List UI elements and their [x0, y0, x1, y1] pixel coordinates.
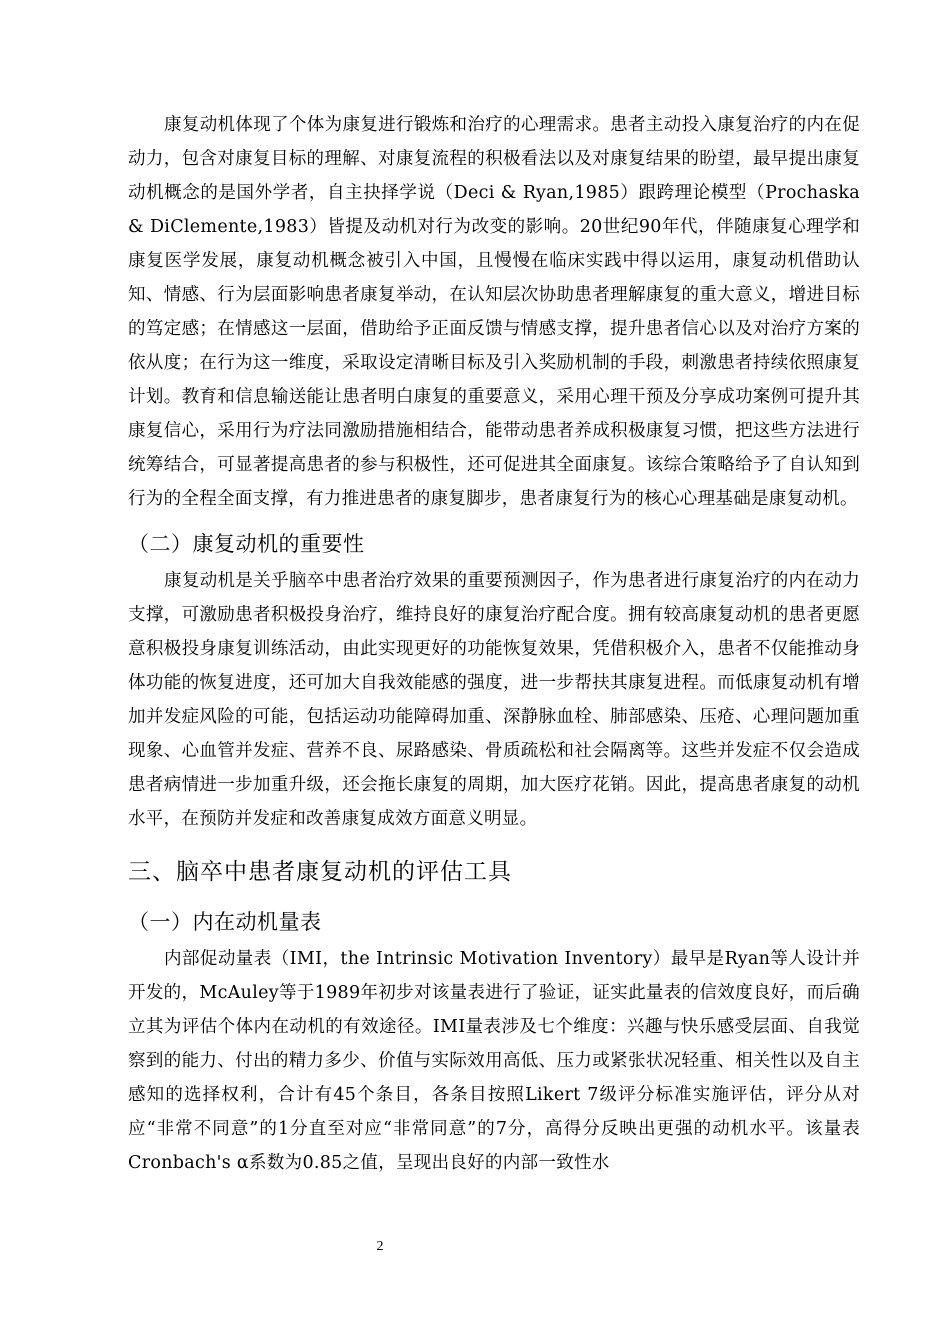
page-number: 2	[376, 1239, 384, 1254]
paragraph-importance: 康复动机是关乎脑卒中患者治疗效果的重要预测因子，作为患者进行康复治疗的内在动力支撑，可激励患者积极投身治疗，维持良好的康复治疗配合度。拥有较高康复动机的患者更愿意积极投身康复训练活动，由此实现更好的功能恢复效果，凭借积极介入，患者不仅能推动身体功能的恢复进度，还可加大自我效能感的强度，进一步帮扶其康复进程。而低康复动机有增加并发症风险的可能，包括运动功能障碍加重、深静脉血栓、肺部感染、压疮、心理问题加重现象、心血管并发症、营养不良、尿路感染、骨质疏松和社会隔离等。这些并发症不仅会造成患者病情进一步加重升级，还会拖长康复的周期，加大医疗花销。因此，提高患者康复的动机水平，在预防并发症和改善康复成效方面意义明显。	[128, 571, 860, 829]
heading-intrinsic-motivation-scale: （一）内在动机量表	[128, 910, 322, 934]
page-body	[128, 108, 860, 1180]
paragraph-motivation-intro: 康复动机体现了个体为康复进行锻炼和治疗的心理需求。患者主动投入康复治疗的内在促动力，包含对康复目标的理解、对康复流程的积极看法以及对康复结果的盼望，最早提出康复动机概念的是国外学者，自主抉择学说（Deci & Ryan,1985）跟跨理论模型（Prochaska & DiClemente,1983）皆提及动机对行为改变的影响。20世纪90年代，伴随康复心理学和康复医学发展，康复动机概念被引入中国，且慢慢在临床实践中得以运用，康复动机借助认知、情感、行为层面影响患者康复举动，在认知层次协助患者理解康复的重大意义，增进目标的笃定感；在情感这一层面，借助给予正面反馈与情感支撑，提升患者信心以及对治疗方案的依从度；在行为这一维度，采取设定清晰目标及引入奖励机制的手段，刺激患者持续依照康复计划。教育和信息输送能让患者明白康复的重要意义，采用心理干预及分享成功案例可提升其康复信心，采用行为疗法同激励措施相结合，能带动患者养成积极康复习惯，把这些方法进行统筹结合，可显著提高患者的参与积极性，还可促进其全面康复。该综合策略给予了自认知到行为的全程全面支撑，有力推进患者的康复脚步，患者康复行为的核心心理基础是康复动机。	[128, 115, 860, 509]
heading-section-three: 三、脑卒中患者康复动机的评估工具	[128, 859, 512, 885]
heading-importance: （二）康复动机的重要性	[128, 532, 365, 556]
paragraph-imi: 内部促动量表（IMI，the Intrinsic Motivation Inventory）最早是Ryan等人设计并开发的，McAuley等于1989年初步对该量表进行了验证，证实此量表的信效度良好，而后确立其为评估个体内在动机的有效途径。IMI量表涉及七个维度：兴趣与快乐感受层面、自我觉察到的能力、付出的精力多少、价值与实际效用高低、压力或紧张状况轻重、相关性以及自主感知的选择权利，合计有45个条目，各条目按照Likert 7级评分标准实施评估，评分从对应“非常不同意”的1分直至对应“非常同意”的7分，高得分反映出更强的动机水平。该量表Cronbach's α系数为0.85之值，呈现出良好的内部一致性水	[128, 949, 860, 1173]
